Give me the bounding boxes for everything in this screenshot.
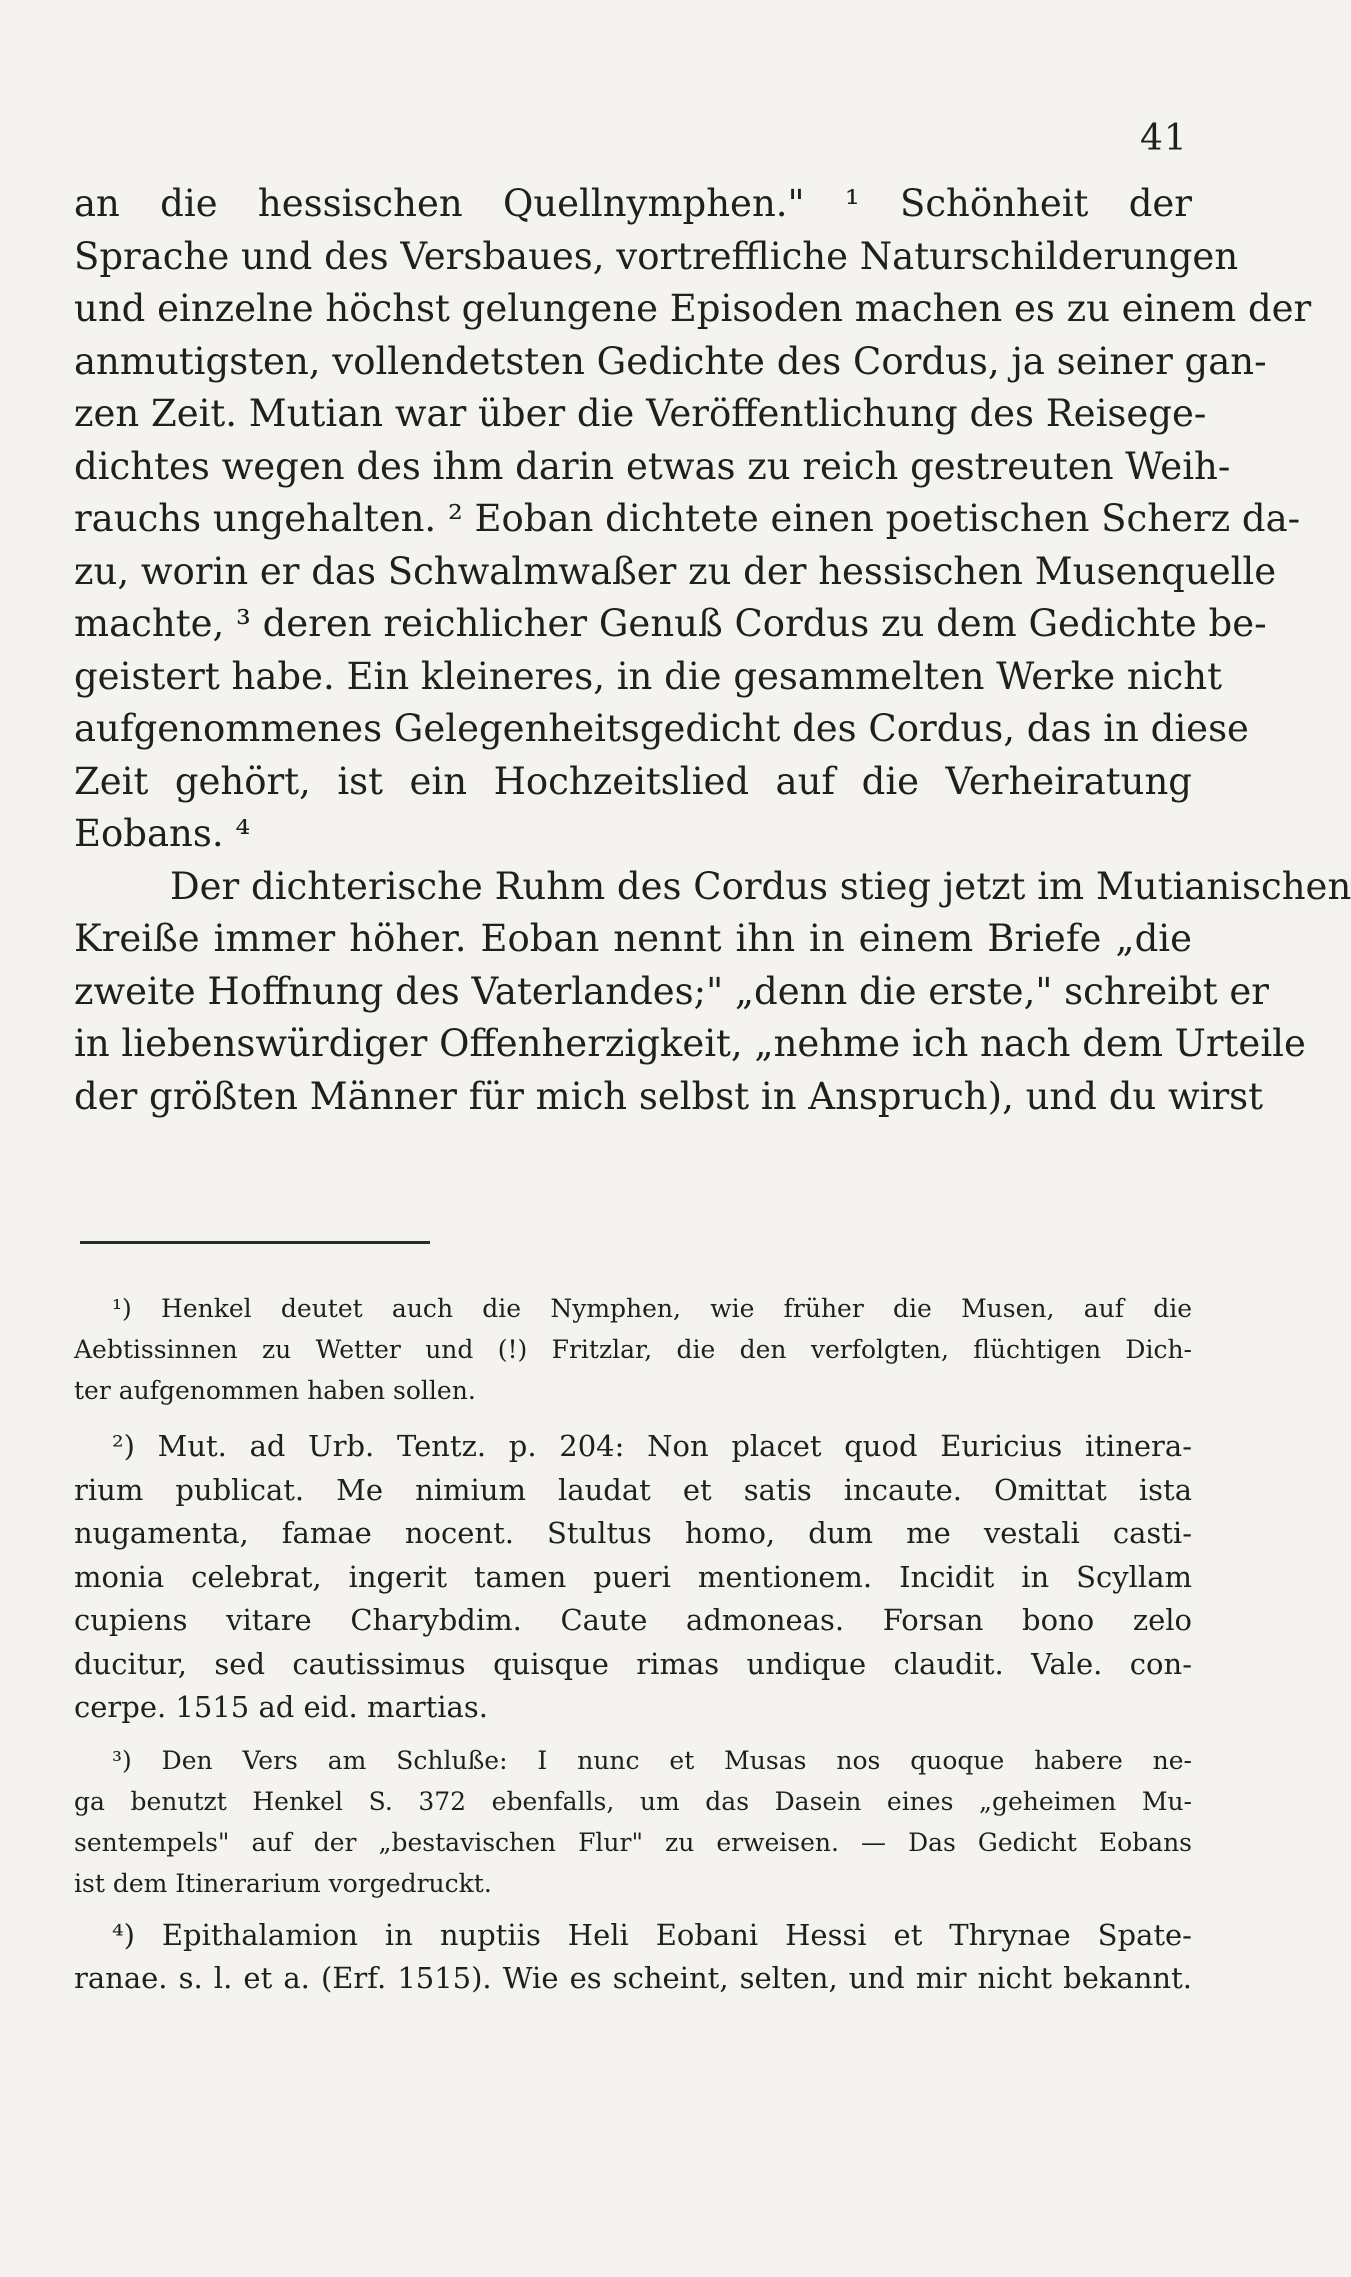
footnote-line: rium publicat. Me nimium laudat et satis incaute. Omittat ista <box>74 1472 1192 1507</box>
footnote-line: ter aufgenommen haben sollen. <box>74 1376 476 1405</box>
footnote-1 <box>74 1288 1192 1411</box>
text-line: Sprache und des Versbaues, vortreffliche Naturschilderungen <box>74 234 1239 278</box>
text-line: zu, worin er das Schwalmwaßer zu der hessischen Musenquelle <box>74 549 1277 593</box>
footnote-line: ducitur, sed cautissimus quisque rimas undique claudit. Vale. con- <box>74 1646 1192 1681</box>
footnote-2 <box>74 1425 1192 1730</box>
text-line: Der dichterische Ruhm des Cordus stieg jetzt im Mutianischen <box>170 864 1351 908</box>
text-line: zen Zeit. Mutian war über die Veröffentlichung des Reisege- <box>74 392 1207 435</box>
page-number: 41 <box>1140 118 1188 159</box>
footnote-line: cerpe. 1515 ad eid. martias. <box>74 1690 488 1724</box>
footnote-line: ¹) Henkel deutet auch die Nymphen, wie früher die Musen, auf die <box>112 1294 1192 1323</box>
text-line: dichtes wegen des ihm darin etwas zu reich gestreuten Weih- <box>74 444 1231 488</box>
footnotes <box>74 1288 1192 2013</box>
text-line: Zeit gehört, ist ein Hochzeitslied auf die Verheiratung <box>74 759 1192 803</box>
text-line: an die hessischen Quellnymphen." ¹ Schönheit der <box>74 182 1192 225</box>
footnote-line: ist dem Itinerarium vorgedruckt. <box>74 1868 492 1898</box>
footnote-line: Aebtissinnen zu Wetter und (!) Fritzlar, die den verfolgten, flüchtigen Dich- <box>74 1335 1192 1364</box>
text-line: machte, ³ deren reichlicher Genuß Cordus zu dem Gedichte be- <box>74 602 1267 645</box>
footnote-separator <box>80 1241 430 1244</box>
text-line: aufgenommenes Gelegenheitsgedicht des Cordus, das in diese <box>74 707 1249 750</box>
footnote-line: nugamenta, famae nocent. Stultus homo, dum me vestali casti- <box>74 1516 1192 1550</box>
footnote-line: ga benutzt Henkel S. 372 ebenfalls, um das Dasein eines „geheimen Mu- <box>74 1786 1192 1816</box>
footnote-line: ⁴) Epithalamion in nuptiis Heli Eobani Hessi et Thrynae Spate- <box>112 1917 1192 1952</box>
footnote-3 <box>74 1740 1192 1904</box>
footnote-line: sentempels" auf der „bestavischen Flur" zu erweisen. — Das Gedicht Eobans <box>74 1827 1192 1857</box>
text-line: und einzelne höchst gelungene Episoden machen es zu einem der <box>74 287 1312 330</box>
text-line: Kreiße immer höher. Eoban nennt ihn in einem Briefe „die <box>74 917 1192 960</box>
main-text <box>74 178 1351 1123</box>
footnote-line: ³) Den Vers am Schluße: I nunc et Musas nos quoque habere ne- <box>112 1745 1192 1775</box>
text-line: anmutigsten, vollendetsten Gedichte des Cordus, ja seiner gan- <box>74 339 1267 383</box>
text-line: rauchs ungehalten. ² Eoban dichtete einen poetischen Scherz da- <box>74 497 1301 540</box>
footnote-line: cupiens vitare Charybdim. Caute admoneas. Forsan bono zelo <box>74 1603 1192 1637</box>
footnote-line: ²) Mut. ad Urb. Tentz. p. 204: Non placet quod Euricius itinera- <box>112 1429 1192 1463</box>
footnote-4 <box>74 1914 1192 2001</box>
text-line: zweite Hoffnung des Vaterlandes;" „denn die erste," schreibt er <box>74 969 1269 1013</box>
text-line: Eobans. ⁴ <box>74 812 251 855</box>
footnote-line: monia celebrat, ingerit tamen pueri mentionem. Incidit in Scyllam <box>74 1559 1192 1594</box>
footnote-line: ranae. s. l. et a. (Erf. 1515). Wie es scheint, selten, und mir nicht bekannt. <box>74 1961 1192 1995</box>
text-line: geistert habe. Ein kleineres, in die gesammelten Werke nicht <box>74 654 1222 698</box>
text-line: der größten Männer für mich selbst in Anspruch), und du wirst <box>74 1074 1264 1118</box>
text-line: in liebenswürdiger Offenherzigkeit, „nehme ich nach dem Urteile <box>74 1022 1306 1065</box>
